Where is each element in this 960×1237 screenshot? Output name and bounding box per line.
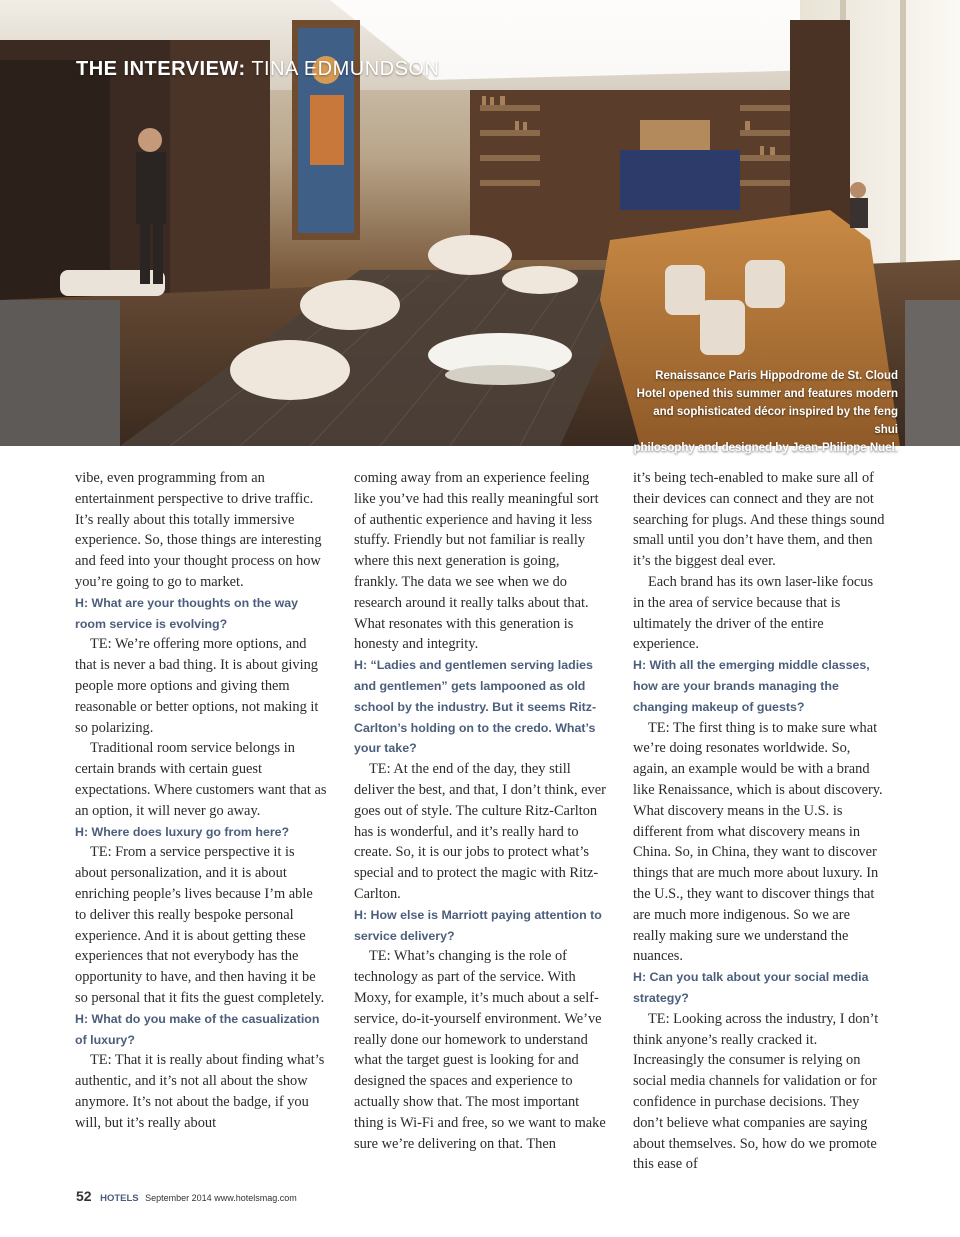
article-column-3 <box>633 468 885 1175</box>
caption-line: Renaissance Paris Hippodrome de St. Cloud <box>655 370 898 382</box>
photo-caption <box>628 367 898 457</box>
interview-question: H: What are your thoughts on the way room service is evolving? <box>75 595 299 631</box>
magazine-name: HOTELS <box>100 1193 139 1204</box>
interview-question: H: How else is Marriott paying attention to service delivery? <box>354 907 602 943</box>
page-footer <box>76 1188 297 1204</box>
article-paragraph: TE: Looking across the industry, I don’t think anyone’s really cracked it. Increasingly the consumer is relying on social media channels for validation or for confidence in purchase decisions. They don’t believe what companies are saying about themselves. So, how do we promote this ease of <box>633 1010 879 1173</box>
article-paragraph: Each brand has its own laser-like focus in the area of service because that is ultimately the driver of the entire experience. <box>633 573 874 653</box>
article-paragraph: TE: We’re offering more options, and that is never a bad thing. It is about giving people more options and giving them reasonable or better options, not making it so polarizing. <box>75 636 319 736</box>
section-header <box>76 58 439 81</box>
interview-question: H: Can you talk about your social media strategy? <box>633 970 869 1005</box>
interview-question: H: With all the emerging middle classes, how are your brands managing the changing makeup of guests? <box>633 658 870 714</box>
issue-date: September 2014 <box>145 1193 212 1203</box>
interview-question: H: “Ladies and gentlemen serving ladies and gentlemen” gets lampooned as old school by the industry. But it seems Ritz-Carlton’s holding on to the credo. What’s your take? <box>354 658 597 756</box>
article-paragraph: TE: At the end of the day, they still deliver the best, and that, I don’t think, ever goes out of style. The culture Ritz-Carlton has is wonderful, and it’s really hard to create. So, it is our jobs to protect what’s special and to protect the magic with Ritz-Carlton. <box>354 761 606 902</box>
article-paragraph: vibe, even programming from an entertainment perspective to drive traffic. It’s really about this totally immersive experience. So, those things are interesting and feed into your thought process on how you’re going to go to market. <box>75 470 322 590</box>
article-paragraph: TE: From a service perspective it is about personalization, and it is about enriching people’s lives because I’m able to deliver this really bespoke personal experience. And it is about getting these experiences that not everybody has the opportunity to have, and then having it be so personal that it fits the guest completely. <box>75 844 325 1006</box>
article-paragraph: coming away from an experience feeling like you’ve had this really meaningful sort of authentic experience and having it less stuffy. Friendly but not familiar is really where this next generation is going, frankly. The data we see when we do research around it really talks about that. What resonates with this generation is honesty and integrity. <box>354 470 599 653</box>
caption-line: Hotel opened this summer and features modern <box>636 388 898 400</box>
interview-question: H: Where does luxury go from here? <box>75 824 290 839</box>
article-paragraph: it’s being tech-enabled to make sure all of their devices can connect and they are not searching for plugs. And these things sound small until you don’t have them, and then it’s the biggest deal ever. <box>633 470 885 570</box>
article-paragraph: Traditional room service belongs in certain brands with certain guest expectations. Where customers want that as an option, it will never go away. <box>75 740 327 819</box>
article-paragraph: TE: What’s changing is the role of technology as part of the service. With Moxy, for example, it’s much about a self-service, do-it-yourself environment. We’ve really done our homework to understand what the target guest is looking for and designed the spaces and experience to actually show that. The most important thing is Wi-Fi and free, so we want to make sure we’re delivering on that. Then <box>354 948 606 1152</box>
section-kicker: THE INTERVIEW: <box>76 58 246 80</box>
magazine-url: www.hotelsmag.com <box>214 1193 297 1203</box>
article-paragraph: TE: The first thing is to make sure what we’re doing resonates worldwide. So, again, an example would be with a brand like Renaissance, which is about discovery. What discovery means in the U.S. is different from what discovery means in China. So, in China, they want to discover things that are much more about luxury. In the U.S., they want to discover things that are much more indigenous. So we are really making sure we understand the nuances. <box>633 719 883 965</box>
caption-line: philosophy and designed by Jean-Philippe Nuel. <box>633 442 898 454</box>
article-column-1 <box>75 468 327 1134</box>
interviewee-name: TINA EDMUNDSON <box>251 58 440 80</box>
caption-line: and sophisticated décor inspired by the feng shui <box>653 406 898 436</box>
interview-question: H: What do you make of the casualization of luxury? <box>75 1011 320 1047</box>
article-column-2 <box>354 468 606 1154</box>
hero-photo <box>0 0 960 454</box>
page-number: 52 <box>76 1188 92 1204</box>
article-paragraph: TE: That it is really about finding what’s authentic, and it’s not all about the show anymore. It’s not about the badge, if you will, but it’s really about <box>75 1052 325 1131</box>
